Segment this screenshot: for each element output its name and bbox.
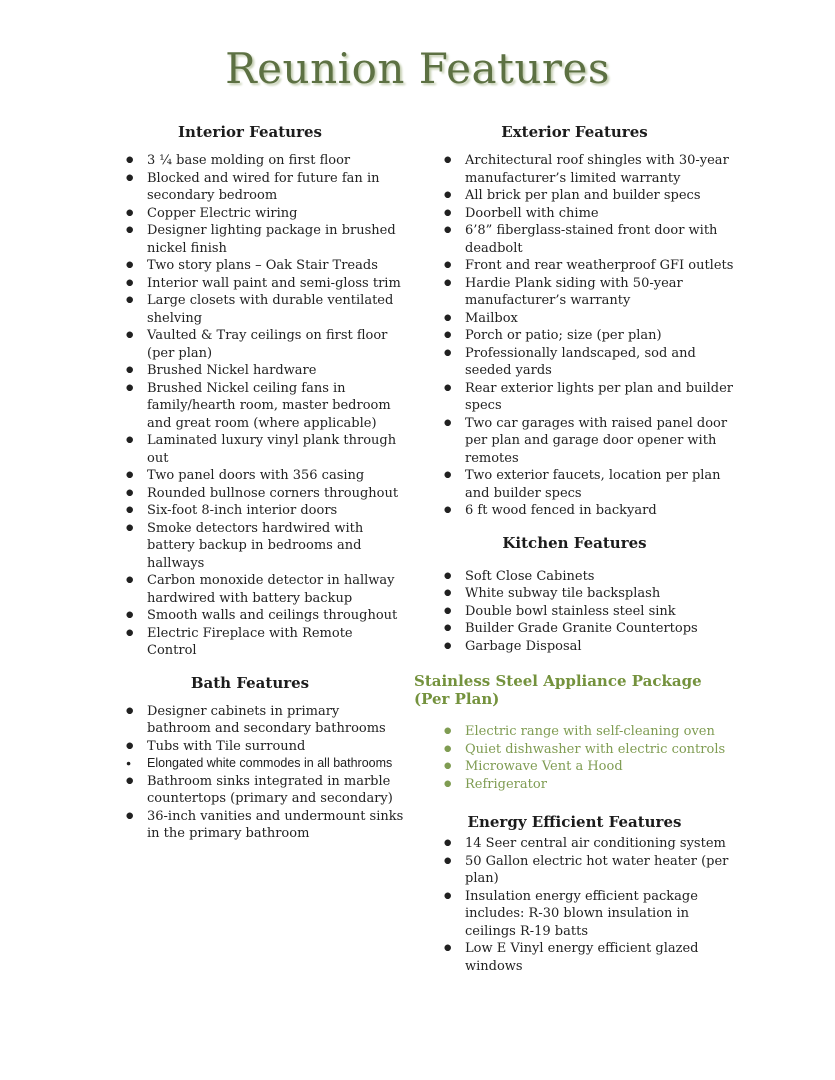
list-item-text: Two panel doors with 356 casing [147,468,365,483]
bullet-icon: ● [444,778,452,789]
bullet-icon: ● [126,365,134,375]
bullet-icon: ● [444,312,452,323]
list-item-text: Quiet dishwasher with electric controls [465,741,726,757]
list-item [96,170,404,205]
list-item [96,152,404,170]
list-item-text: Electric range with self-cleaning oven [465,724,715,739]
list-item [414,222,735,257]
list-item [96,520,404,573]
bullet-icon: ● [444,155,452,165]
bullet-icon: ● [444,382,452,393]
list-item [96,773,404,808]
list-item-text: 14 Seer central air conditioning system [465,836,726,851]
list-item [414,638,735,656]
bullet-icon: ● [444,505,452,515]
list-item [414,275,735,310]
bullet-icon: ● [126,775,134,786]
bullet-icon: ● [444,570,452,581]
bullet-icon: ● [126,225,134,235]
bullet-icon: ● [444,743,452,754]
bullet-icon: ● [126,505,134,515]
bullet-icon: ● [444,225,452,235]
list-item [96,703,404,738]
list-item-text: Two exterior faucets, location per plan and builder specs [465,468,721,501]
section-exterior-features [414,123,735,520]
list-item [96,607,404,625]
list-item-text: 50 Gallon electric hot water heater (per plan) [465,853,729,886]
two-column-content [0,123,835,975]
bullet-icon: ● [444,470,452,480]
section-heading: Energy Efficient Features [467,813,682,831]
bullet-icon: ● [126,610,134,620]
section-heading: Interior Features [178,123,322,141]
bullet-icon: ● [126,295,134,305]
list-item-text: Builder Grade Granite Countertops [465,621,698,636]
bullet-icon: ● [126,470,134,480]
list-item-text: Designer lighting package in brushed nickel finish [147,223,396,256]
bullet-icon: ● [444,330,452,340]
list-item [414,257,735,275]
list-item-text: Blocked and wired for future fan in secondary bedroom [147,170,380,203]
list-item-text: Professionally landscaped, sod and seeded yards [465,345,696,378]
list-item-text: Two story plans – Oak Stair Treads [147,258,378,273]
list-item-text: Smooth walls and ceilings throughout [147,608,398,623]
list-item [414,741,735,759]
section-bath-features [96,674,404,843]
list-item-text: Microwave Vent a Hood [465,759,623,774]
bullet-icon: ● [126,330,134,340]
list-item-text: 36-inch vanities and undermount sinks in the primary bathroom [147,808,404,841]
list-item-text: Brushed Nickel ceiling fans in family/hearth room, master bedroom and great room (where applicable) [147,380,391,431]
bullet-icon: ● [444,890,452,901]
list-item [414,568,735,586]
list-item [96,275,404,293]
list-item [96,380,404,433]
list-item [414,345,735,380]
section-heading: Stainless Steel Appliance Package (Per Plan) [414,672,702,708]
list-item-text: 6’8” fiberglass-stained front door with deadbolt [465,223,718,256]
bullet-icon: ● [126,435,134,445]
list-item-text: Two car garages with raised panel door per plan and garage door opener with remotes [465,415,728,466]
list-item-text: Garbage Disposal [465,638,582,654]
list-item-text: Rear exterior lights per plan and builder specs [465,380,734,413]
list-item [414,758,735,776]
list-item-text: Laminated luxury vinyl plank through out [147,433,397,466]
bullet-icon: ● [126,522,134,533]
list-item-text: Designer cabinets in primary bathroom and secondary bathrooms [147,703,386,736]
bullet-icon: ● [444,417,452,428]
bullet-icon: ● [126,382,134,393]
list-item [96,362,404,380]
bullet-icon: ● [444,260,452,270]
list-item-text: Low E Vinyl energy efficient glazed windows [465,941,699,974]
list-item [414,415,735,468]
feature-list [414,723,735,793]
list-item-text: Doorbell with chime [465,205,599,221]
feature-list [414,152,735,520]
bullet-icon: ● [444,277,452,288]
list-item-text: White subway tile backsplash [465,586,661,601]
list-item [414,467,735,502]
list-item [414,310,735,328]
list-item-text: Porch or patio; size (per plan) [465,328,662,343]
list-item-text: Interior wall paint and semi-gloss trim [147,275,401,291]
bullet-icon: ● [126,207,134,218]
page-title: Reunion Features [225,44,610,93]
list-item [414,723,735,741]
list-item [414,187,735,205]
bullet-icon: ● [444,207,452,218]
bullet-icon: ● [126,172,134,183]
section-heading: Exterior Features [501,123,648,141]
bullet-icon: ● [126,155,134,165]
section-heading: Kitchen Features [502,533,647,552]
list-item [96,222,404,257]
list-item [96,755,404,773]
list-item-text: Double bowl stainless steel sink [465,603,676,619]
list-item [414,940,735,975]
list-item [96,257,404,275]
list-item-text: Insulation energy efficient package includes: R-30 blown insulation in ceilings R-19 batts [465,888,698,939]
bullet-icon: ● [126,627,134,638]
bullet-icon: ● [126,277,134,288]
list-item [414,327,735,345]
section-kitchen-features [414,534,735,656]
bullet-icon: ● [444,726,452,736]
list-item-text: All brick per plan and builder specs [465,188,701,203]
bullet-icon: ● [126,740,134,751]
section-stainless-steel-appliance-package-per-plan [414,672,735,793]
list-item-text: Electric Fireplace with Remote Control [147,625,353,658]
bullet-icon: ● [444,943,452,953]
bullet-icon: ● [444,623,452,633]
list-item [96,292,404,327]
list-item-text: Rounded bullnose corners throughout [147,485,399,501]
bullet-icon: ● [126,260,134,270]
list-item-text: Refrigerator [465,776,547,792]
bullet-icon: ● [126,487,134,498]
list-item [96,808,404,843]
section-energy-efficient-features [414,813,735,975]
right-column [414,123,735,975]
list-item-text: Bathroom sinks integrated in marble countertops (primary and secondary) [147,773,393,806]
bullet-icon: ● [444,190,452,200]
section-heading: Bath Features [190,673,310,692]
section-interior-features [96,123,404,660]
bullet-icon: ● [444,640,452,651]
feature-list [414,835,735,975]
list-item-text: Carbon monoxide detector in hallway hardwired with battery backup [147,573,395,606]
list-item [414,380,735,415]
bullet-icon: ● [444,605,452,616]
list-item-text: Mailbox [465,310,518,326]
list-item [96,432,404,467]
list-item [96,467,404,485]
list-item-text: Hardie Plank siding with 50-year manufacturer’s warranty [465,275,683,308]
bullet-icon: ● [444,855,452,866]
list-item [414,620,735,638]
list-item [414,152,735,187]
list-item-text: Brushed Nickel hardware [147,363,317,378]
list-item-text: Large closets with durable ventilated shelving [147,293,394,326]
list-item [96,502,404,520]
list-item [96,205,404,223]
list-item-text: Elongated white commodes in all bathrooms [147,756,393,770]
list-item [414,776,735,794]
list-item [414,205,735,223]
list-item [414,585,735,603]
feature-list [414,568,735,656]
list-item-text: Front and rear weatherproof GFI outlets [465,258,734,273]
list-item-text: Tubs with Tile surround [147,738,306,754]
left-column [96,123,404,843]
list-item [96,572,404,607]
list-item-text: Copper Electric wiring [147,205,298,221]
list-item [414,603,735,621]
bullet-icon: ● [126,705,134,716]
bullet-icon: ● [444,838,452,848]
list-item-text: Architectural roof shingles with 30-year manufacturer’s limited warranty [465,153,729,186]
feature-list [96,703,404,843]
bullet-icon: ● [444,761,452,771]
feature-list [96,152,404,660]
bullet-icon: ● [126,758,132,768]
bullet-icon: ● [126,810,134,821]
list-item [96,738,404,756]
list-item-text: 6 ft wood fenced in backyard [465,503,657,518]
list-item-text: Six-foot 8-inch interior doors [147,503,338,518]
list-item [414,853,735,888]
list-item [96,485,404,503]
list-item [414,888,735,941]
list-item-text: Smoke detectors hardwired with battery backup in bedrooms and hallways [147,520,364,571]
bullet-icon: ● [444,347,452,358]
bullet-icon: ● [126,575,134,585]
list-item [96,327,404,362]
bullet-icon: ● [444,588,452,598]
list-item [414,835,735,853]
list-item-text: Vaulted & Tray ceilings on first floor (per plan) [147,328,388,361]
list-item-text: Soft Close Cabinets [465,568,595,584]
list-item-text: 3 ¼ base molding on first floor [147,153,351,168]
list-item [414,502,735,520]
list-item [96,625,404,660]
